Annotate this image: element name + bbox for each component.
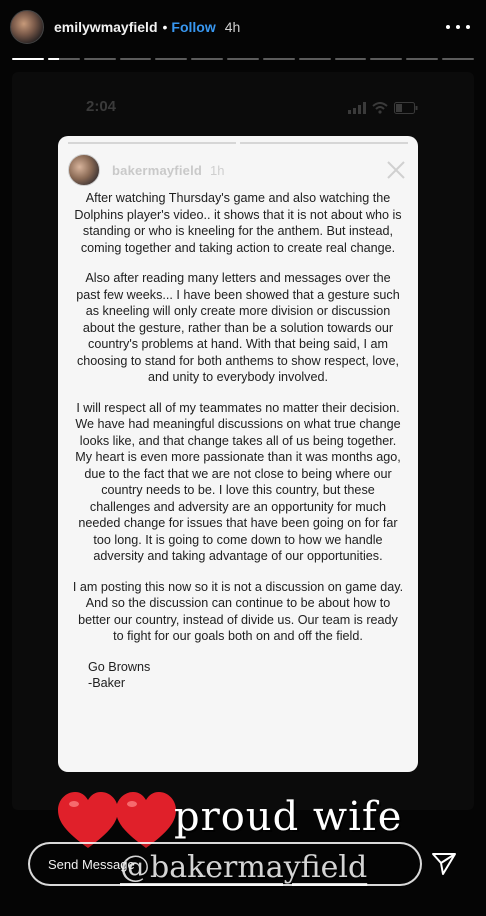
card-username: bakermayfield: [112, 162, 203, 178]
progress-segment: [263, 58, 295, 60]
username[interactable]: emilywmayfield: [54, 19, 158, 35]
dot-icon: [446, 25, 450, 29]
separator-dot: •: [162, 19, 168, 35]
message-placeholder: Send Message: [48, 856, 135, 872]
progress-segment: [442, 58, 474, 60]
signoff: [88, 659, 404, 692]
card-progress: [58, 136, 418, 142]
avatar[interactable]: [10, 10, 44, 44]
phone-time: 2:04: [86, 98, 117, 115]
dot-icon: [466, 25, 470, 29]
statement-paragraph: I am posting this now so it is not a discussion on game day. And so the discussion can continue to be about how to better our country, instead of divide us. Our team is ready to fight for our goals both on and off the field.: [72, 579, 404, 643]
progress-fill: [12, 58, 44, 60]
close-icon: [384, 158, 408, 182]
story-image: [12, 72, 474, 810]
wifi-icon: [372, 102, 388, 114]
send-message-input[interactable]: [28, 842, 422, 886]
signoff-line: Go Browns: [88, 659, 151, 674]
card-avatar: [68, 154, 100, 186]
send-icon[interactable]: [430, 849, 458, 877]
card-time: 1h: [210, 162, 225, 178]
overlay-caption: proud wife: [174, 794, 403, 840]
progress-segment: [84, 58, 116, 60]
progress-segment: [406, 58, 438, 60]
progress-segment: [370, 58, 402, 60]
story-header: [10, 10, 476, 44]
progress-segment: [12, 58, 44, 60]
statement-paragraph: Also after reading many letters and messages over the past few weeks... I have been showed that a gesture such as kneeling will only create more division or discussion about the gesture, rather than be a solution towards our country's problems at hand. With that being said, I am choosing to stand for both anthems to show respect, love, and unity to everybody involved.: [76, 271, 400, 384]
phone-status-icons: [348, 102, 418, 114]
follow-button[interactable]: Follow: [171, 19, 216, 35]
dot-icon: [456, 25, 460, 29]
card-header: [68, 154, 408, 186]
progress-segment: [191, 58, 223, 60]
progress-segment: [335, 58, 367, 60]
reposted-story-card: [58, 136, 418, 772]
progress-segment: [48, 58, 80, 60]
phone-status-bar: [12, 98, 474, 120]
progress-segment: [299, 58, 331, 60]
statement-text: [72, 190, 404, 760]
progress-segment: [227, 58, 259, 60]
story-progress: [12, 58, 474, 61]
more-options-button[interactable]: [446, 17, 476, 37]
statement-paragraph: I will respect all of my teammates no matter their decision. We have had meaningful discussions on what true change looks like, and that change takes all of us being together. My heart is even more passionate than it was months ago, due to the fact that we are not close to being where our country needs to be. I love this country, but these challenges and adversity are an opportunity for much needed change for issues that have been going on for far too long. It is going to come down to how we handle adversity and taking advantage of our opportunities.: [75, 400, 401, 563]
progress-segment: [155, 58, 187, 60]
statement-paragraph: After watching Thursday's game and also watching the Dolphins player's video.. it shows that it is not about who is standing or who is kneeling for the anthem. But instead, coming together and taking action to create real change.: [74, 191, 402, 255]
progress-segment: [120, 58, 152, 60]
signoff-line: -Baker: [88, 676, 126, 690]
mention-sticker[interactable]: @bakermayfield: [120, 850, 368, 885]
signal-icon: [348, 102, 366, 114]
progress-fill: [48, 58, 59, 60]
card-progress-segment: [240, 142, 408, 144]
post-time: 4h: [224, 19, 241, 35]
card-progress-segment: [68, 142, 236, 144]
battery-icon: [394, 102, 418, 114]
